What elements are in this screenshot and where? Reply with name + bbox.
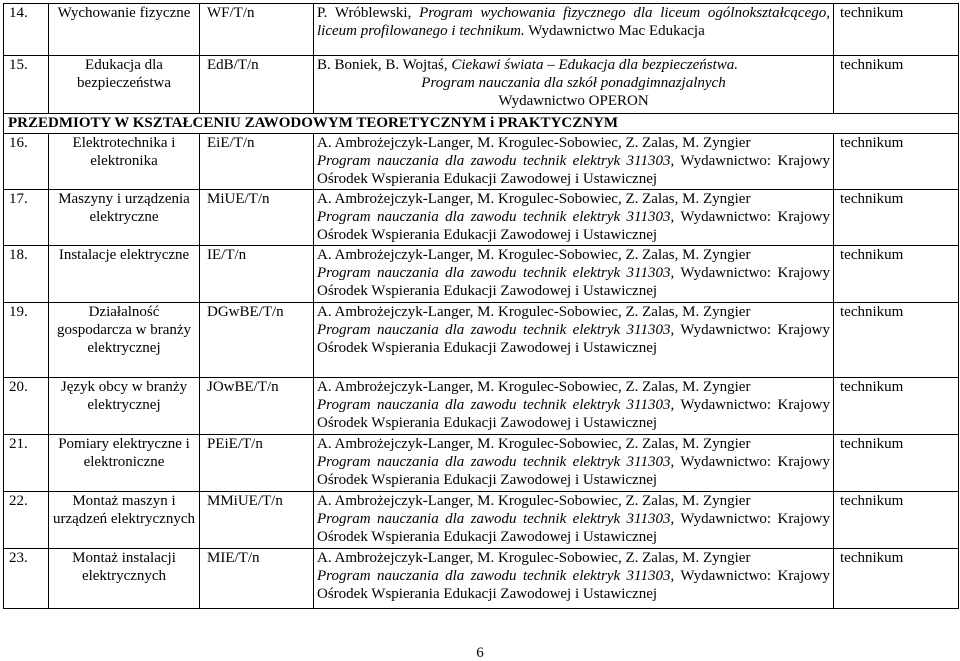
program-title: Program nauczania dla zawodu technik elektryk 311303 xyxy=(317,454,671,470)
subject-name: Działalność gospodarcza w branży elektrycznej xyxy=(49,303,200,378)
program-author: A. Ambrożejczyk-Langer, M. Krogulec-Sobowiec, Z. Zalas, M. Zyngier xyxy=(317,436,751,452)
program-publisher: , Wydawnictwo: Krajowy Ośrodek Wspierania Edukacji Zawodowej i Ustawicznej xyxy=(317,322,830,356)
program-description xyxy=(314,134,834,190)
school-level: technikum xyxy=(834,492,959,549)
table-row xyxy=(4,492,959,549)
program-author: B. Boniek, B. Wojtaś, xyxy=(317,57,452,73)
program-code: IE/T/n xyxy=(200,246,314,303)
school-level: technikum xyxy=(834,303,959,378)
school-level: technikum xyxy=(834,549,959,609)
program-title: Program nauczania dla zawodu technik elektryk 311303 xyxy=(317,397,671,413)
program-description xyxy=(314,246,834,303)
program-title: Program nauczania dla zawodu technik elektryk 311303 xyxy=(317,322,671,338)
program-author: A. Ambrożejczyk-Langer, M. Krogulec-Sobowiec, Z. Zalas, M. Zyngier xyxy=(317,247,751,263)
subject-name: Język obcy w branży elektrycznej xyxy=(49,378,200,435)
row-number: 21. xyxy=(4,435,49,492)
row-number: 15. xyxy=(4,56,49,114)
program-publisher: , Wydawnictwo: Krajowy Ośrodek Wspierania Edukacji Zawodowej i Ustawicznej xyxy=(317,265,830,299)
program-publisher: , Wydawnictwo: Krajowy Ośrodek Wspierania Edukacji Zawodowej i Ustawicznej xyxy=(317,153,830,187)
row-number: 20. xyxy=(4,378,49,435)
section-header: PRZEDMIOTY W KSZTAŁCENIU ZAWODOWYM TEORETYCZNYM i PRAKTYCZNYM xyxy=(4,114,959,134)
program-title: Program nauczania dla zawodu technik elektryk 311303 xyxy=(317,153,671,169)
program-code: MIE/T/n xyxy=(200,549,314,609)
school-level: technikum xyxy=(834,4,959,56)
program-publisher: , Wydawnictwo: Krajowy Ośrodek Wspierania Edukacji Zawodowej i Ustawicznej xyxy=(317,511,830,545)
program-title: Program wychowania fizycznego dla liceum ogólnokształcącego, liceum profilowanego i technikum. xyxy=(317,5,830,39)
row-number: 16. xyxy=(4,134,49,190)
school-level: technikum xyxy=(834,246,959,303)
program-description xyxy=(314,549,834,609)
program-author: A. Ambrożejczyk-Langer, M. Krogulec-Sobowiec, Z. Zalas, M. Zyngier xyxy=(317,304,751,320)
program-code: PEiE/T/n xyxy=(200,435,314,492)
table-row xyxy=(4,378,959,435)
program-description xyxy=(314,378,834,435)
program-code: EiE/T/n xyxy=(200,134,314,190)
subject-name: Montaż maszyn i urządzeń elektrycznych xyxy=(49,492,200,549)
row-number: 18. xyxy=(4,246,49,303)
table-row xyxy=(4,190,959,246)
subject-name: Edukacja dla bezpieczeństwa xyxy=(49,56,200,114)
program-code: JOwBE/T/n xyxy=(200,378,314,435)
row-number: 22. xyxy=(4,492,49,549)
table-row xyxy=(4,549,959,609)
program-author: P. Wróblewski, xyxy=(317,5,420,21)
program-title: Ciekawi świata – Edukacja dla bezpieczeństwa. xyxy=(451,57,738,73)
school-level: technikum xyxy=(834,378,959,435)
program-code: DGwBE/T/n xyxy=(200,303,314,378)
program-code: WF/T/n xyxy=(200,4,314,56)
row-number: 19. xyxy=(4,303,49,378)
program-author: A. Ambrożejczyk-Langer, M. Krogulec-Sobowiec, Z. Zalas, M. Zyngier xyxy=(317,135,751,151)
table-row xyxy=(4,134,959,190)
program-description xyxy=(314,303,834,378)
school-level: technikum xyxy=(834,190,959,246)
school-level: technikum xyxy=(834,134,959,190)
program-author: A. Ambrożejczyk-Langer, M. Krogulec-Sobowiec, Z. Zalas, M. Zyngier xyxy=(317,493,751,509)
table-row xyxy=(4,246,959,303)
program-subtitle: Program nauczania dla szkół ponadgimnazjalnych xyxy=(421,75,726,91)
program-author: A. Ambrożejczyk-Langer, M. Krogulec-Sobowiec, Z. Zalas, M. Zyngier xyxy=(317,550,751,566)
program-author: A. Ambrożejczyk-Langer, M. Krogulec-Sobowiec, Z. Zalas, M. Zyngier xyxy=(317,379,751,395)
program-publisher: , Wydawnictwo: Krajowy Ośrodek Wspierania Edukacji Zawodowej i Ustawicznej xyxy=(317,209,830,243)
subject-name: Instalacje elektryczne xyxy=(49,246,200,303)
subject-name: Montaż instalacji elektrycznych xyxy=(49,549,200,609)
subject-name: Elektrotechnika i elektronika xyxy=(49,134,200,190)
program-publisher: Wydawnictwo OPERON xyxy=(498,93,649,109)
program-title: Program nauczania dla zawodu technik elektryk 311303 xyxy=(317,568,671,584)
program-publisher: , Wydawnictwo: Krajowy Ośrodek Wspierania Edukacji Zawodowej i Ustawicznej xyxy=(317,454,830,488)
subject-name: Pomiary elektryczne i elektroniczne xyxy=(49,435,200,492)
program-title: Program nauczania dla zawodu technik elektryk 311303 xyxy=(317,265,671,281)
table-row xyxy=(4,435,959,492)
curriculum-table xyxy=(3,3,959,609)
row-number: 23. xyxy=(4,549,49,609)
program-description xyxy=(314,492,834,549)
page-number: 6 xyxy=(476,645,484,661)
program-description xyxy=(314,4,834,56)
program-publisher: Wydawnictwo Mac Edukacja xyxy=(524,23,705,39)
program-code: EdB/T/n xyxy=(200,56,314,114)
section-header-row xyxy=(4,114,959,134)
program-publisher: , Wydawnictwo: Krajowy Ośrodek Wspierania Edukacji Zawodowej i Ustawicznej xyxy=(317,397,830,431)
program-description xyxy=(314,435,834,492)
program-description xyxy=(314,56,834,114)
program-code: MiUE/T/n xyxy=(200,190,314,246)
program-publisher: , Wydawnictwo: Krajowy Ośrodek Wspierania Edukacji Zawodowej i Ustawicznej xyxy=(317,568,830,602)
table-row xyxy=(4,4,959,56)
program-author: A. Ambrożejczyk-Langer, M. Krogulec-Sobowiec, Z. Zalas, M. Zyngier xyxy=(317,191,751,207)
subject-name: Wychowanie fizyczne xyxy=(49,4,200,56)
program-title: Program nauczania dla zawodu technik elektryk 311303 xyxy=(317,511,671,527)
program-title: Program nauczania dla zawodu technik elektryk 311303 xyxy=(317,209,671,225)
program-code: MMiUE/T/n xyxy=(200,492,314,549)
row-number: 14. xyxy=(4,4,49,56)
table-row xyxy=(4,303,959,378)
table-row xyxy=(4,56,959,114)
school-level: technikum xyxy=(834,56,959,114)
school-level: technikum xyxy=(834,435,959,492)
program-description xyxy=(314,190,834,246)
subject-name: Maszyny i urządzenia elektryczne xyxy=(49,190,200,246)
row-number: 17. xyxy=(4,190,49,246)
